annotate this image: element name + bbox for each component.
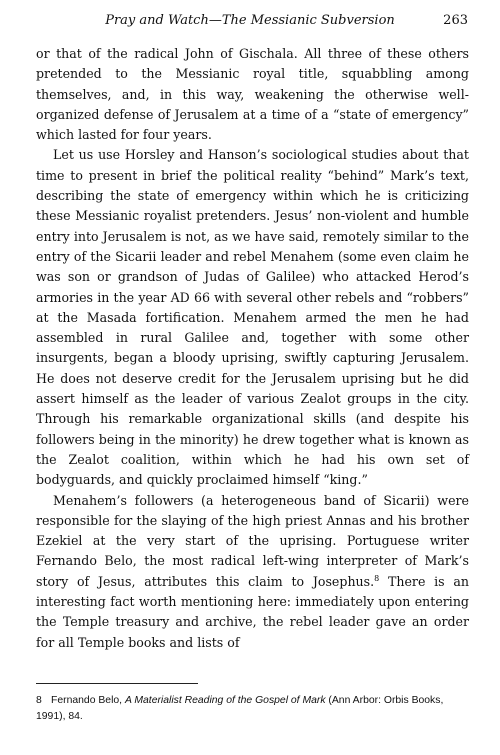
paragraph-3: [36, 491, 469, 653]
footnote-reference[interactable]: 8: [374, 573, 380, 583]
footnote-number: 8: [36, 695, 42, 706]
body-text: [36, 44, 469, 653]
footnote-book-title: A Materialist Reading of the Gospel of Mark: [124, 695, 326, 706]
paragraph-3-continuation: There is an interesting fact worth mentioning here: immediately upon entering the Temple treasury and archive, the rebel leader gave an order for all Temple books and lists of: [36, 573, 469, 650]
footnote-divider: [36, 683, 198, 684]
page-number: 263: [443, 13, 468, 28]
paragraph-1: or that of the radical John of Gischala. All three of these others pretended to the Messianic royal title, squabbling among themselves, and, in this way, weakening the otherwise well-organized defense of Jerusalem at a time of a “state of emergency” which lasted for four years.: [36, 46, 469, 143]
page-header: [0, 13, 500, 33]
footnote: [36, 693, 469, 725]
footnote-publication: (Ann Arbor: Orbis Books, 1991), 84.: [36, 695, 444, 722]
paragraph-3-text: Menahem’s followers (a heterogeneous band of Sicarii) were responsible for the slaying of the high priest Annas and his brother Ezekiel at the very start of the uprising. Portuguese writer Fernando Belo, the most radical left-wing interpreter of Mark’s story of Jesus, attributes this claim to Josephus.: [36, 492, 469, 589]
footnote-author: Fernando Belo,: [51, 695, 125, 706]
paragraph-2: Let us use Horsley and Hanson’s sociological studies about that time to present in brief the political reality “behind” Mark’s text, describing the state of emergency within which he is criticizing these Messianic royalist pretenders. Jesus’ non-violent and humble entry into Jerusalem is not, as we have said, remotely similar to the entry of the Sicarii leader and rebel Menahem (some even claim he was son or grandson of Judas of Galilee) who attacked Herod’s armories in the year AD 66 with several other rebels and “robbers” at the Masada fortification. Menahem armed the men he had assembled in rural Galilee and, together with some other insurgents, began a bloody uprising, swiftly capturing Jerusalem. He does not deserve credit for the Jerusalem uprising but he did assert himself as the leader of various Zealot groups in the city. Through his remarkable organizational skills (and despite his followers being in the minority) he drew together what is known as the Zealot coalition, within which he had his own set of bodyguards, and quickly proclaimed himself “king.”: [36, 147, 469, 488]
running-title: Pray and Watch—The Messianic Subversion: [105, 13, 395, 28]
